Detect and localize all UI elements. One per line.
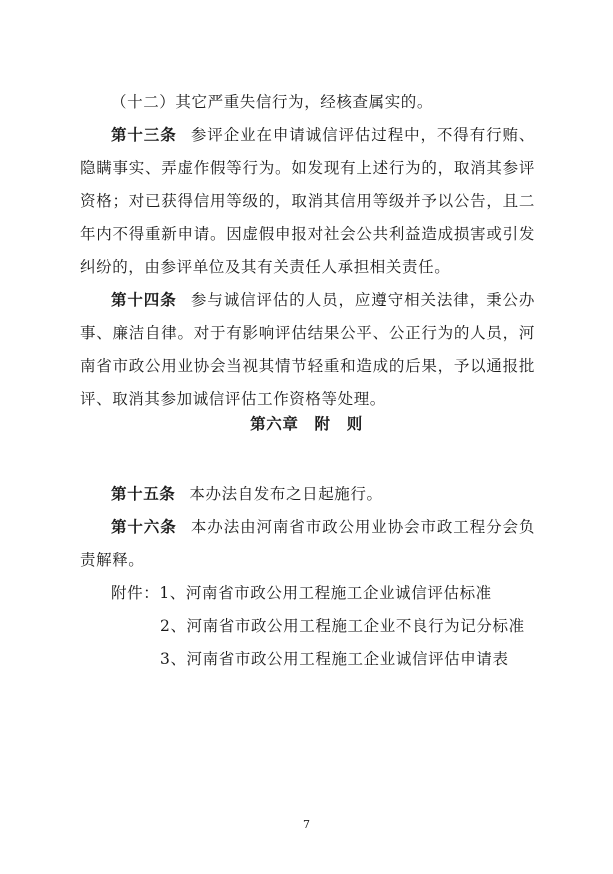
article-14-paragraph	[80, 284, 535, 416]
attachment-line-2	[160, 610, 525, 643]
attachment-item-1: 1、河南省市政公用工程施工企业诚信评估标准	[159, 584, 492, 602]
attachment-line-3	[160, 643, 509, 676]
attachment-item-3: 3、河南省市政公用工程施工企业诚信评估申请表	[160, 650, 509, 668]
attachment-line-1	[111, 577, 492, 610]
article-15-text: 本办法自发布之日起施行。	[189, 485, 383, 503]
article-16-label: 第十六条	[111, 518, 177, 536]
article-16-paragraph	[80, 511, 535, 577]
article-13-text: 参评企业在申请诚信评估过程中，不得有行贿、隐瞒事实、弄虚作假等行为。如发现有上述行为的，取消其参评资格；对已获得信用等级的，取消其信用等级并予以公告，且二年内不得重新申请。因虚假申报对社会公共利益造成损害或引发纠纷的，由参评单位及其有关责任人承担相关责任。	[80, 126, 535, 276]
attachment-item-2: 2、河南省市政公用工程施工企业不良行为记分标准	[160, 617, 525, 635]
article-13-paragraph	[80, 119, 535, 284]
article-14-text: 参与诚信评估的人员，应遵守相关法律，秉公办事、廉洁自律。对于有影响评估结果公平、公正行为的人员，河南省市政公用业协会当视其情节轻重和造成的后果，予以通报批评、取消其参加诚信评估工作资格等处理。	[80, 291, 535, 408]
article-15-paragraph	[80, 478, 535, 511]
page-number: 7	[303, 818, 310, 831]
article-15-label: 第十五条	[111, 485, 176, 503]
article-14-label: 第十四条	[111, 291, 177, 309]
chapter-heading: 第六章 附 则	[250, 415, 363, 433]
item-12-text: （十二）其它严重失信行为，经核查属实的。	[111, 93, 434, 111]
item-12-paragraph	[80, 86, 535, 119]
article-13-label: 第十三条	[111, 126, 177, 144]
attachments-prefix: 附件：	[111, 584, 160, 602]
article-16-text: 本办法由河南省市政公用业协会市政工程分会负责解释。	[80, 518, 535, 569]
